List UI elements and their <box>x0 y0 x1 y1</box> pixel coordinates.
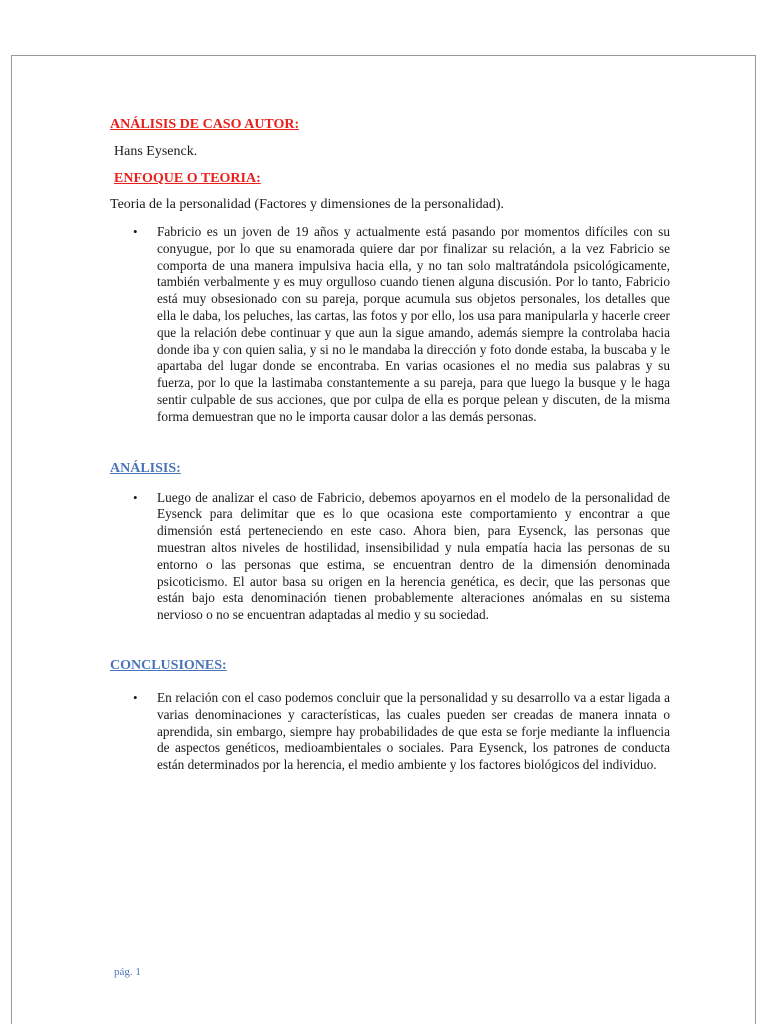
analysis-list <box>110 490 670 624</box>
list-item <box>110 490 670 624</box>
case-paragraph: Fabricio es un joven de 19 años y actualmente está pasando por momentos difíciles con su conyugue, por lo que su enamorada quiere dar por finalizar su relación, a la vez Fabricio se comporta de una manera impulsiva hacia ella, y no tan solo maltratándola psicológicamente, también verbalmente y es muy orgulloso cuando tienen alguna discusión. Por lo tanto, Fabricio está muy obsesionado con su pareja, porque acumula sus objetos personales, los detalles que ella le daba, los peluches, las cartas, las fotos y por ello, los usa para manipularla y hacerle creer que la relación debe continuar y que aun la sigue amando, además siempre la controlaba hacia donde iba y con quien salia, y si no le mandaba la dirección y foto donde estaba, la buscaba y le apartaba del lugar donde se encontraba. En varias ocasiones el no media sus palabras y su fuerza, por lo que la lastimaba constantemente a su pareja, para que luego la busque y le haga sentir culpable de sus acciones, que por culpa de ella es porque pelean y discuten, de la misma forma demuestran que no le importa causar dolor a las demás personas. <box>157 224 670 424</box>
heading-case-author: ANÁLISIS DE CASO AUTOR: <box>110 117 300 132</box>
heading-approach: ENFOQUE O TEORIA: <box>114 171 261 186</box>
list-item <box>110 224 670 426</box>
bullet-icon: • <box>133 489 138 505</box>
document-body <box>110 116 670 774</box>
conclusions-paragraph: En relación con el caso podemos concluir que la personalidad y su desarrollo va a estar ligada a varias denominaciones y características, las cuales pueden ser creadas de manera innata o aprendida, sin embargo, siempre hay probabilidades de que esta se forje mediante la influencia de aspectos genéticos, medioambientales o sociales. Para Eysenck, los patrones de conducta están determinados por la herencia, el medio ambiente y los factores biológicos del individuo. <box>157 689 670 773</box>
analysis-paragraph: Luego de analizar el caso de Fabricio, debemos apoyarnos en el modelo de la personalidad de Eysenck para delimitar que es lo que ocasiona este comportamiento y encontrar a que dimensión está perteneciendo en este caso. Ahora bien, para Eysenck, las personas que muestran altos niveles de hostilidad, insensibilidad y nula empatía hacia las personas de su entorno o las personas que estima, se encuentran dentro de la dimensión denominada psicoticismo. El autor basa su origen en la herencia genética, es decir, que las personas que están bajo esta denominación tienen probablemente alteraciones anómalas en su sistema nervioso o no se encuentran adaptadas al medio y su sociedad. <box>157 489 670 623</box>
case-list <box>110 224 670 426</box>
bullet-icon: • <box>133 689 138 705</box>
conclusions-list <box>110 690 670 774</box>
heading-analysis: ANÁLISIS: <box>110 460 181 476</box>
heading-conclusions: CONCLUSIONES: <box>110 657 227 673</box>
page-number: pág. 1 <box>114 966 141 978</box>
theory-text: Teoria de la personalidad (Factores y dimensiones de la personalidad). <box>110 197 504 212</box>
author-name: Hans Eysenck. <box>114 144 198 159</box>
document-page <box>11 55 756 1024</box>
bullet-icon: • <box>133 224 138 239</box>
list-item <box>110 690 670 774</box>
